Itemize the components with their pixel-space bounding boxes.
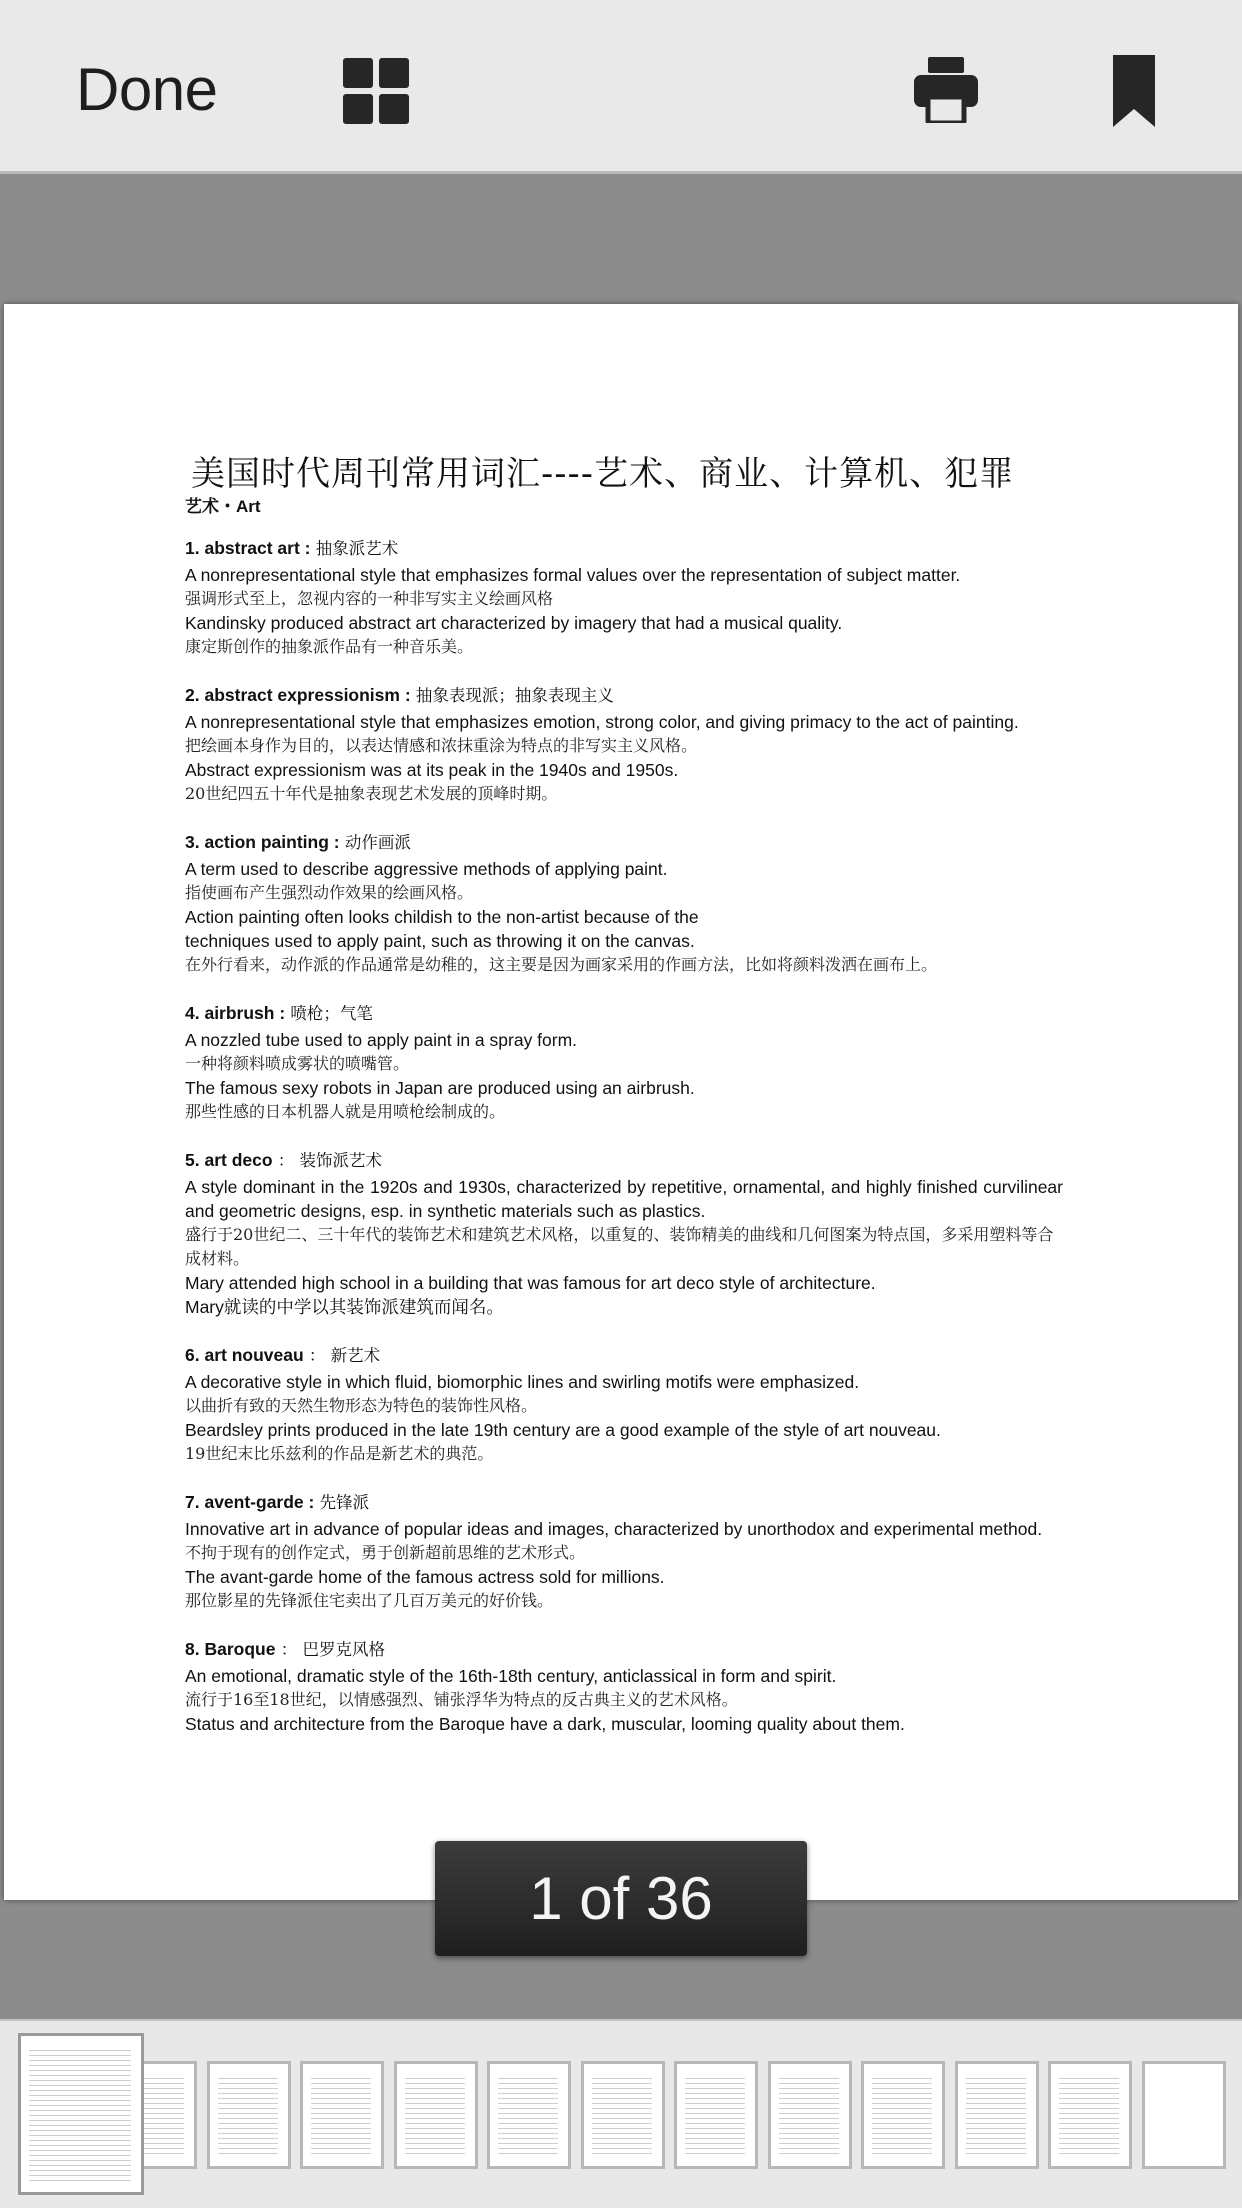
entry-line-chinese: 盛行于20世纪二、三十年代的装饰艺术和建筑艺术风格，以重复的、装饰精美的曲线和几何图案为特点国，多采用塑料等合成材料。: [185, 1225, 1054, 1268]
page-thumbnail[interactable]: [1048, 2061, 1132, 2169]
entry-line-chinese: 在外行看来，动作派的作品通常是幼稚的，这主要是因为画家采用的作画方法，比如将颜料泼洒在画布上。: [185, 955, 938, 974]
entry-term: 1. abstract art :: [185, 538, 311, 558]
entry-line-english: The famous sexy robots in Japan are produced using an airbrush.: [185, 1078, 695, 1098]
entry-term: 2. abstract expressionism :: [185, 685, 411, 705]
page-thumbnail[interactable]: [768, 2061, 852, 2169]
print-icon[interactable]: [914, 57, 978, 123]
page-thumbnail[interactable]: [1142, 2061, 1226, 2169]
glossary-entry: [185, 1148, 1063, 1319]
entry-line-chinese: 那些性感的日本机器人就是用喷枪绘制成的。: [185, 1102, 506, 1121]
entry-line-chinese: 康定斯创作的抽象派作品有一种音乐美。: [185, 637, 474, 656]
entry-term: 4. airbrush :: [185, 1003, 286, 1023]
page-thumbnail[interactable]: [674, 2061, 758, 2169]
thumbnail-preview: [498, 2074, 558, 2158]
entry-line-chinese: 以曲折有致的天然生物形态为特色的装饰性风格。: [185, 1396, 538, 1415]
entry-line-english: Kandinsky produced abstract art characterized by imagery that had a musical quality.: [185, 613, 843, 633]
glossary-entry: [185, 683, 1063, 806]
entry-term: 6. art nouveau: [185, 1345, 304, 1365]
entry-line-english: An emotional, dramatic style of the 16th-18th century, anticlassical in form and spirit.: [185, 1666, 837, 1686]
done-button[interactable]: Done: [76, 56, 218, 123]
thumbnail-preview: [872, 2074, 932, 2158]
entry-term: 5. art deco: [185, 1150, 273, 1170]
entry-line-chinese: 流行于16至18世纪，以情感强烈、铺张浮华为特点的反古典主义的艺术风格。: [185, 1690, 738, 1709]
entry-line-english: Beardsley prints produced in the late 19th century are a good example of the style of art nouveau.: [185, 1420, 941, 1440]
entry-heading: [185, 1490, 1063, 1515]
page-counter: 1 of 36: [435, 1841, 807, 1956]
page-thumbnail[interactable]: [861, 2061, 945, 2169]
thumbnail-preview: [685, 2074, 745, 2158]
entry-line-english: Abstract expressionism was at its peak in the 1940s and 1950s.: [185, 760, 679, 780]
entry-line-english: Mary就读的中学以其装饰派建筑而闻名。: [185, 1297, 504, 1317]
thumbnail-preview: [592, 2074, 652, 2158]
entry-line-english: A term used to describe aggressive methods of applying paint.: [185, 859, 668, 879]
document-title: 美国时代周刊常用词汇----艺术、商业、计算机、犯罪: [191, 454, 1015, 494]
entry-line-chinese: 一种将颜料喷成雾状的喷嘴管。: [185, 1054, 410, 1073]
entry-line-english: A nonrepresentational style that emphasizes formal values over the representation of subject matter.: [185, 565, 961, 585]
entry-line-english: Status and architecture from the Baroque have a dark, muscular, looming quality about them.: [185, 1714, 905, 1734]
page-thumbnail[interactable]: [394, 2061, 478, 2169]
entry-line-english: A decorative style in which fluid, biomorphic lines and swirling motifs were emphasized.: [185, 1372, 860, 1392]
glossary-entry: [185, 1343, 1063, 1466]
entry-line-english: A style dominant in the 1920s and 1930s, characterized by repetitive, ornamental, and highly finished curvilinear and geometric designs, esp. in synthetic materials such as plastics.: [185, 1177, 1063, 1221]
thumbnail-preview: [405, 2074, 465, 2158]
entry-line-chinese: 不拘于现有的创作定式，勇于创新超前思维的艺术形式。: [185, 1543, 586, 1562]
thumbnail-preview: [779, 2074, 839, 2158]
glossary-entry: [185, 1001, 1063, 1124]
thumbnail-preview: [218, 2074, 278, 2158]
thumbnail-strip[interactable]: [0, 2019, 1242, 2208]
entry-heading: [185, 683, 1063, 708]
entry-heading: [185, 1637, 1063, 1662]
page-thumbnail[interactable]: [487, 2061, 571, 2169]
top-toolbar: [0, 0, 1242, 174]
grid-icon[interactable]: [343, 58, 409, 124]
entry-term-chinese: ： 新艺术: [303, 1346, 381, 1365]
document-subtitle: 艺术・Art: [185, 497, 261, 516]
entry-heading: [185, 1343, 1063, 1368]
entry-term-chinese: 先锋派: [314, 1493, 370, 1512]
glossary-entry: [185, 536, 1063, 659]
thumbnail-preview: [1059, 2074, 1119, 2158]
entry-term-chinese: 喷枪；气笔: [285, 1004, 373, 1023]
entry-line-chinese: 强调形式至上，忽视内容的一种非写实主义绘画风格: [185, 589, 554, 608]
entry-list: [185, 536, 1063, 1736]
entry-heading: [185, 830, 1063, 855]
bookmark-icon[interactable]: [1113, 55, 1155, 127]
page-thumbnail[interactable]: [300, 2061, 384, 2169]
glossary-entry: [185, 830, 1063, 977]
entry-term-chinese: ： 装饰派艺术: [272, 1151, 383, 1170]
entry-term: 3. action painting :: [185, 832, 340, 852]
thumbnail-preview: [29, 2046, 131, 2184]
entry-line-chinese: 19世纪末比乐兹利的作品是新艺术的典范。: [185, 1444, 494, 1463]
page-thumbnail[interactable]: [581, 2061, 665, 2169]
document-viewer[interactable]: [0, 174, 1242, 2019]
entry-line-english: A nozzled tube used to apply paint in a spray form.: [185, 1030, 578, 1050]
entry-term-chinese: 抽象表现派；抽象表现主义: [410, 686, 614, 705]
entry-term-chinese: 动作画派: [339, 833, 411, 852]
entry-line-chinese: 把绘画本身作为目的，以表达情感和浓抹重涂为特点的非写实主义风格。: [185, 736, 698, 755]
thumbnail-preview: [966, 2074, 1026, 2158]
entry-line-chinese: 20世纪四五十年代是抽象表现艺术发展的顶峰时期。: [185, 784, 558, 803]
entry-heading: [185, 536, 1063, 561]
entry-term-chinese: ： 巴罗克风格: [275, 1640, 385, 1659]
entry-line-english: The avant-garde home of the famous actress sold for millions.: [185, 1567, 665, 1587]
entry-line-english: techniques used to apply paint, such as throwing it on the canvas.: [185, 931, 695, 951]
entry-term: 8. Baroque: [185, 1639, 276, 1659]
glossary-entry: [185, 1637, 1063, 1736]
document-content: [185, 452, 1063, 1760]
page-thumbnail[interactable]: [955, 2061, 1039, 2169]
document-page[interactable]: [4, 304, 1238, 1900]
entry-heading: [185, 1001, 1063, 1026]
glossary-entry: [185, 1490, 1063, 1613]
entry-line-chinese: 那位影星的先锋派住宅卖出了几百万美元的好价钱。: [185, 1591, 554, 1610]
entry-heading: [185, 1148, 1063, 1173]
thumbnail-preview: [311, 2074, 371, 2158]
entry-line-english: Action painting often looks childish to the non-artist because of the: [185, 907, 699, 927]
entry-line-english: A nonrepresentational style that emphasizes emotion, strong color, and giving primacy to the act of painting.: [185, 712, 1019, 732]
page-thumbnail[interactable]: [207, 2061, 291, 2169]
entry-line-english: Mary attended high school in a building that was famous for art deco style of architecture.: [185, 1273, 876, 1293]
entry-line-english: Innovative art in advance of popular ideas and images, characterized by unorthodox and experimental method.: [185, 1519, 1043, 1539]
entry-term-chinese: 抽象派艺术: [310, 539, 399, 558]
page-thumbnail[interactable]: [18, 2033, 144, 2195]
entry-term: 7. avent-garde :: [185, 1492, 315, 1512]
entry-line-chinese: 指使画布产生强烈动作效果的绘画风格。: [185, 883, 474, 902]
